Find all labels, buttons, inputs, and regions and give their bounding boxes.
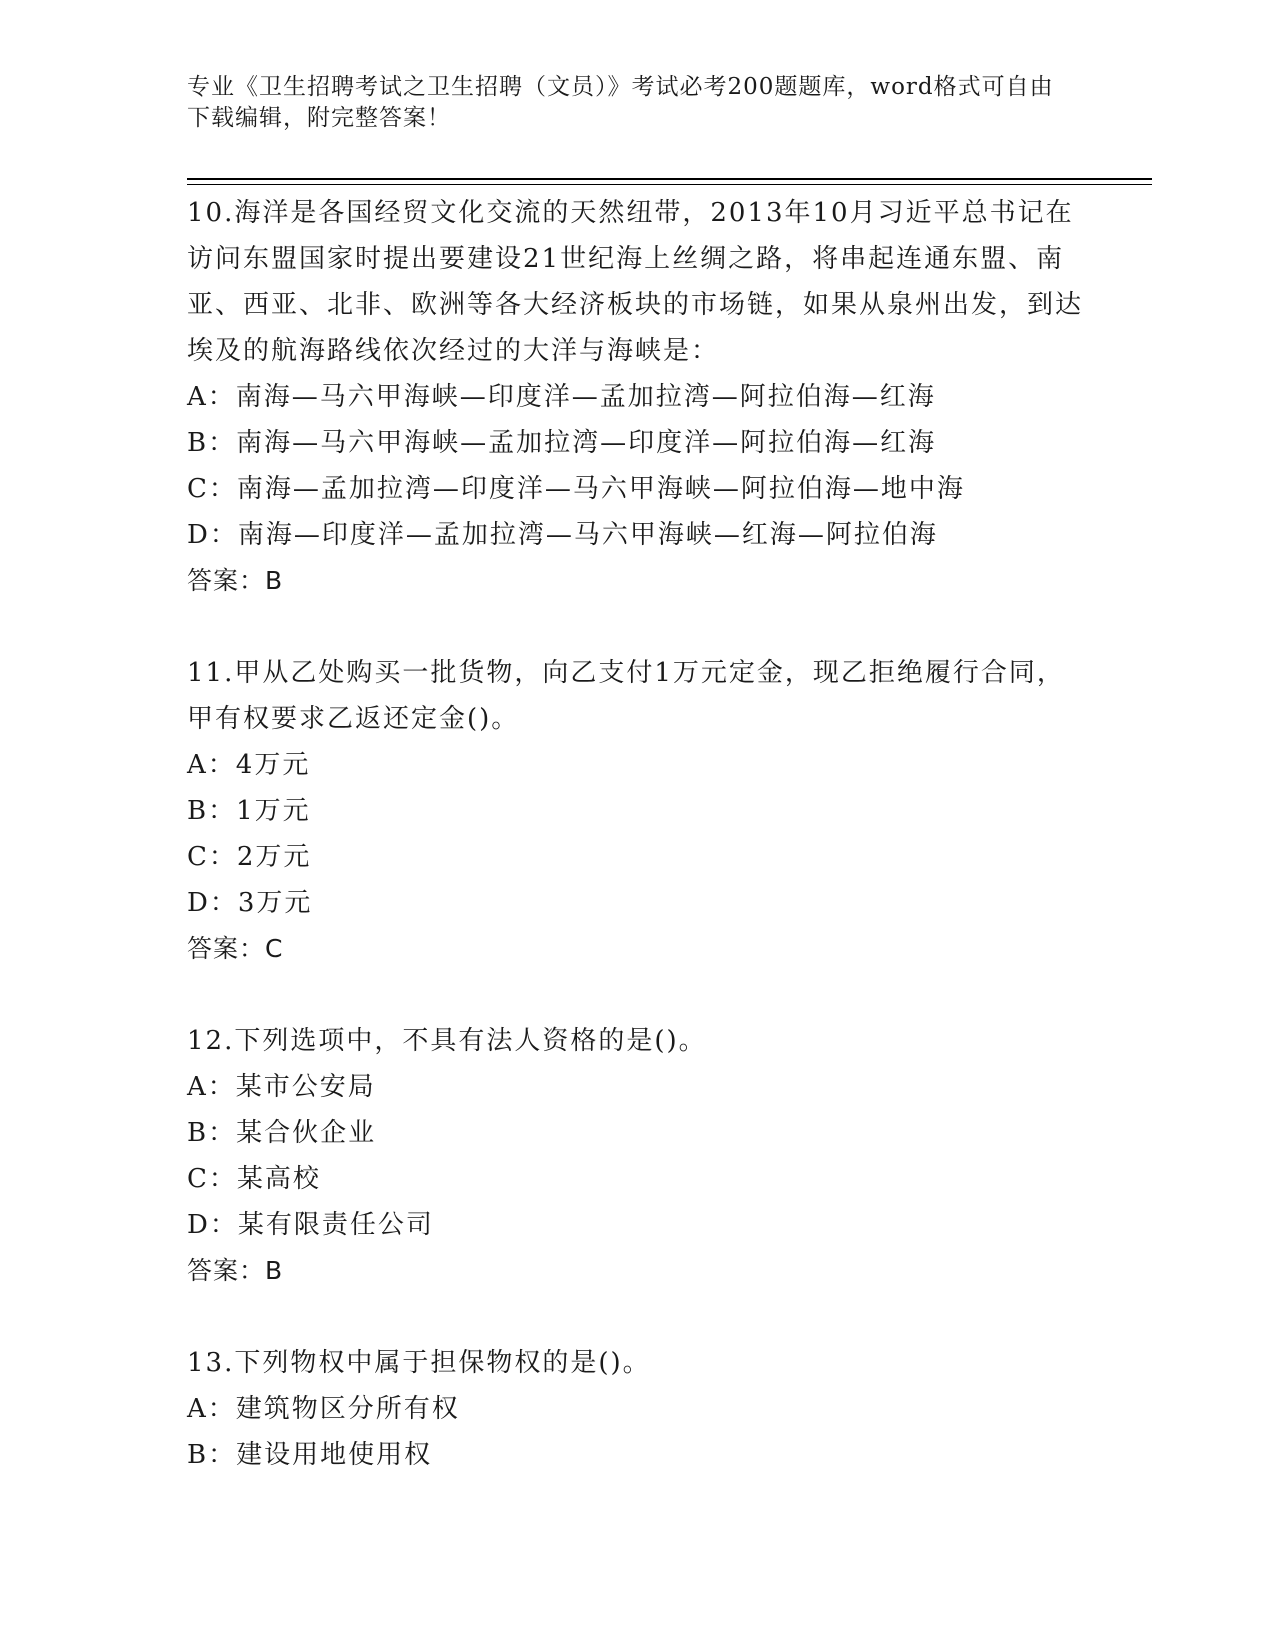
- question-11: [187, 650, 1087, 972]
- option-b: B：建设用地使用权: [187, 1440, 433, 1470]
- option-a: A：建筑物区分所有权: [187, 1394, 460, 1424]
- option-c: C：某高校: [187, 1164, 321, 1194]
- answer: 答案：B: [187, 1256, 284, 1285]
- option-b: B：某合伙企业: [187, 1118, 377, 1148]
- option-d: D：某有限责任公司: [187, 1210, 434, 1240]
- question-stem: 12.下列选项中，不具有法人资格的是()。: [187, 1026, 707, 1056]
- header-rule-thick: [187, 178, 1152, 180]
- option-a: A：南海—马六甲海峡—印度洋—孟加拉湾—阿拉伯海—红海: [187, 382, 936, 412]
- option-a: A：4万元: [187, 750, 311, 780]
- question-stem: 10.海洋是各国经贸文化交流的天然纽带，2013年10月习近平总书记在访问东盟国家时提出要建设21世纪海上丝绸之路，将串起连通东盟、南亚、西亚、北非、欧洲等各大经济板块的市场链，如果从泉州出发，到达埃及的航海路线依次经过的大洋与海峡是：: [187, 198, 1084, 366]
- option-c: C：南海—孟加拉湾—印度洋—马六甲海峡—阿拉伯海—地中海: [187, 474, 965, 504]
- option-c: C：2万元: [187, 842, 312, 872]
- question-13: [187, 1340, 1087, 1478]
- question-12: [187, 1018, 1087, 1294]
- question-stem: 13.下列物权中属于担保物权的是()。: [187, 1348, 651, 1378]
- question-10: [187, 190, 1087, 604]
- option-b: B：1万元: [187, 796, 311, 826]
- answer: 答案：B: [187, 566, 284, 595]
- option-a: A：某市公安局: [187, 1072, 376, 1102]
- document-header: 专业《卫生招聘考试之卫生招聘（文员）》考试必考200题题库，word格式可自由下载编辑，附完整答案！: [187, 74, 1054, 131]
- answer: 答案：C: [187, 934, 284, 963]
- option-b: B：南海—马六甲海峡—孟加拉湾—印度洋—阿拉伯海—红海: [187, 428, 937, 458]
- question-stem: 11.甲从乙处购买一批货物，向乙支付1万元定金，现乙拒绝履行合同，甲有权要求乙返还定金()。: [187, 658, 1065, 734]
- header-rule-thin: [187, 184, 1152, 185]
- option-d: D：南海—印度洋—孟加拉湾—马六甲海峡—红海—阿拉伯海: [187, 520, 938, 550]
- option-d: D：3万元: [187, 888, 313, 918]
- question-list: [187, 190, 1087, 1524]
